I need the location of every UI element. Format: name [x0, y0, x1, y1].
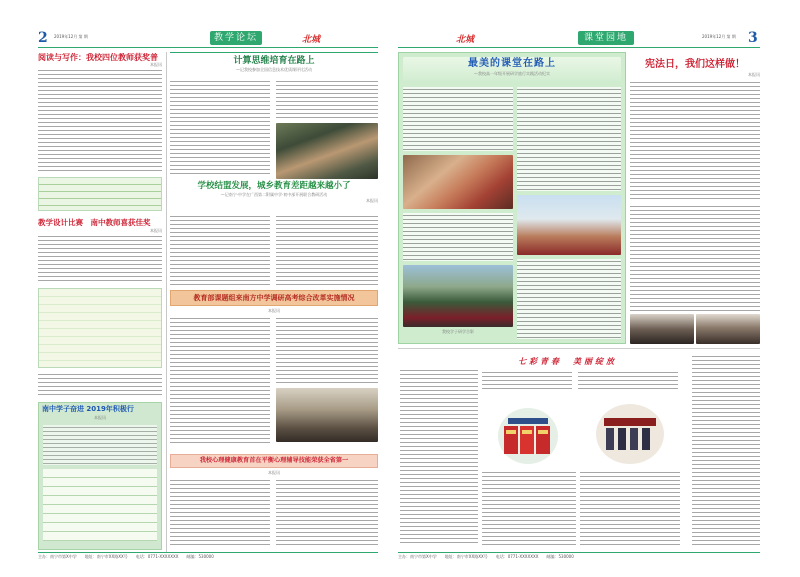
right-article-3-side-text: [692, 354, 760, 548]
article-headline: 教育部课题组来南方中学调研高考综合改革实施情况: [193, 293, 355, 302]
photo-caption: 我校学子研学合影: [442, 329, 474, 334]
left-article-1: [38, 52, 162, 172]
article-body-text: [403, 87, 513, 151]
left-footer-rule: [38, 552, 378, 553]
article-body-text: [517, 87, 621, 191]
event-photo-2: [696, 314, 760, 344]
article-body-text: [578, 370, 678, 392]
right-section-tag: 课堂园地: [578, 31, 634, 45]
classroom-photo-1: [403, 155, 513, 209]
left-brand: 北城: [302, 35, 321, 45]
left-article-6-byline: 本报讯: [268, 308, 280, 313]
left-article-7-banner: [170, 454, 378, 468]
left-table-1: [38, 177, 162, 211]
dance-photo-2: [580, 396, 680, 466]
award-table: [38, 288, 162, 368]
dance-photo-1: [482, 396, 576, 466]
article-subhead: —我校高一年级开展研学旅行实践活动纪实: [474, 71, 550, 76]
left-masthead: [38, 30, 378, 46]
article-body-text: [630, 204, 760, 314]
article-body-text: [43, 425, 157, 465]
left-article-4: [170, 52, 378, 176]
left-article-7-text-b: [276, 478, 378, 548]
article-body-text: [580, 470, 680, 546]
article-headline: 学校结盟发展，城乡教育差距越来越小了: [197, 181, 351, 191]
meeting-photo: [276, 388, 378, 442]
right-article-3: [398, 352, 688, 548]
right-page-number: 3: [748, 30, 758, 46]
left-section-tag: 教学论坛: [210, 31, 262, 45]
article-subhead: —记南宁·中学在广西第二附属中学·初中部开展联合教研活动: [220, 192, 328, 197]
left-article-5-head: [170, 180, 378, 208]
article-byline: 本报讯: [94, 415, 106, 420]
article-headline: 最美的课堂在路上: [468, 58, 556, 69]
article-body-text: [482, 370, 572, 392]
left-article-6-text-b: [276, 316, 378, 386]
left-article-2-tail: [38, 372, 162, 398]
right-article-2: [630, 52, 760, 342]
campus-photo: [517, 195, 621, 255]
article-byline: 本报讯: [748, 72, 760, 77]
article-headline: 我校心理健康教育首在平衡心理辅导技能荣获全省第一: [199, 457, 349, 464]
article-body-text: [517, 259, 621, 339]
right-brand: 北城: [456, 35, 475, 45]
left-article-3-box: [38, 402, 162, 550]
right-article-1-box: [398, 52, 626, 344]
event-photo-1: [630, 314, 694, 344]
left-page-number: 2: [38, 30, 48, 46]
stats-table: [43, 469, 157, 541]
dance-photo-1-graphic: [482, 396, 576, 466]
left-article-6-text-a: [170, 316, 270, 446]
article-body-text: [482, 470, 576, 546]
article-header: [403, 57, 621, 83]
left-masthead-date: 2019年12月 第 期: [54, 34, 88, 39]
article-body-text: [400, 368, 478, 546]
article-byline: 本报讯: [366, 198, 378, 203]
right-footer: 主办：南宁市第X中学 地址：南宁市XX路XX号 电话：0771-XXXXXXX 邮编：530000: [398, 554, 574, 559]
article-body-text: [38, 234, 162, 284]
right-masthead: [398, 30, 760, 46]
right-divider: [398, 348, 760, 349]
article-byline: 本报讯: [150, 62, 162, 67]
article-body-text-right: [276, 79, 378, 119]
left-article-7-text-a: [170, 478, 270, 548]
right-masthead-rule: [398, 47, 760, 48]
left-masthead-rule: [38, 47, 378, 48]
article-headline: 宪法日，我们这样做！: [645, 59, 745, 70]
left-article-2: [38, 218, 162, 368]
left-article-7-byline: 本报讯: [268, 470, 280, 475]
group-photo: [276, 123, 378, 179]
article-headline: 南中学子奋进 2019年积极行: [42, 405, 134, 413]
left-article-5-text-b: [276, 214, 378, 286]
left-column-rule: [166, 52, 167, 552]
group-outdoor-photo: [403, 265, 513, 327]
right-masthead-date: 2019年12月 第 期: [702, 34, 736, 39]
article-headline: 阅读与写作：我校四位教师获奖普: [38, 52, 158, 62]
dance-photo-2-graphic: [580, 396, 680, 466]
article-body-text: [630, 80, 760, 200]
article-byline: 本报讯: [150, 228, 162, 233]
article-subhead: —记我校参加全国信息技术优质课评比活动: [236, 67, 312, 72]
article-body-text: [38, 68, 162, 172]
article-headline: 七彩青春 美丽绽放: [518, 356, 617, 366]
article-headline: 计算思维培育在路上: [233, 56, 315, 66]
left-article-6-banner: [170, 290, 378, 306]
article-headline: 教学设计比赛 南中教师喜获佳奖: [38, 218, 151, 227]
left-footer: 主办：南宁市第X中学 地址：南宁市XX路XX号 电话：0771-XXXXXXX 邮编：530000: [38, 554, 214, 559]
article-body-text: [403, 213, 513, 261]
right-footer-rule: [398, 552, 760, 553]
left-article-5-text-a: [170, 214, 270, 286]
article-body-text-left: [170, 79, 270, 175]
